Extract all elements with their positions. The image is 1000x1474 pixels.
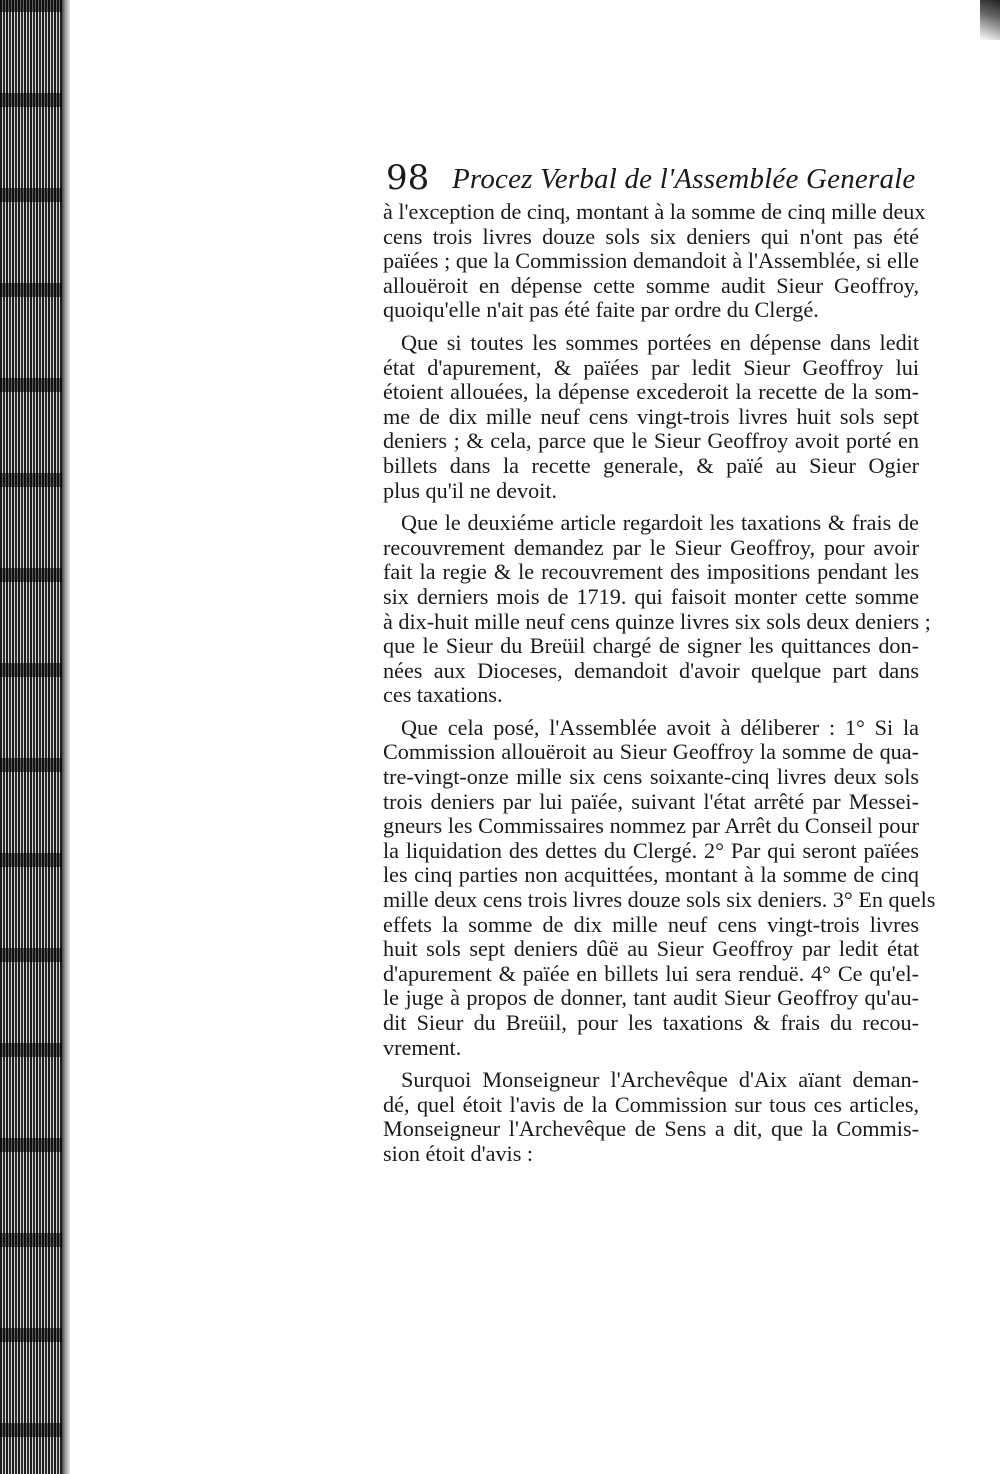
paragraph-3: [383, 510, 931, 708]
text-line: quoiqu'elle n'ait pas été faite par ordre du Clergé.: [383, 297, 819, 323]
page-number: 98: [386, 158, 430, 198]
text-line: Commission allouëroit au Sieur Geoffroy la somme de qua-: [383, 739, 919, 765]
text-line: nées aux Dioceses, demandoit d'avoir quelque part dans: [383, 657, 919, 683]
text-line: vrement.: [383, 1034, 462, 1060]
text-line: plus qu'il ne devoit.: [383, 477, 558, 503]
text-line: deniers ; & cela, parce que le Sieur Geoffroy avoit porté en: [383, 428, 919, 454]
text-line: les cinq parties non acquittées, montant à la somme de cinq: [383, 862, 919, 888]
text-line: cens trois livres douze sols six deniers qui n'ont pas été: [383, 223, 919, 249]
text-line: six derniers mois de 1719. qui faisoit monter cette somme: [383, 583, 919, 609]
text-line: ces taxations.: [383, 682, 503, 708]
text-line: état d'apurement, & païées par ledit Sieur Geoffroy lui: [383, 354, 919, 380]
text-line: sion étoit d'avis :: [383, 1140, 534, 1166]
page-header: [386, 158, 926, 202]
text-line: Surquoi Monseigneur l'Archevêque d'Aix aïant deman-: [401, 1067, 919, 1093]
text-line: dit Sieur du Breüil, pour les taxations & frais du recou-: [383, 1010, 919, 1035]
text-line: recouvrement demandez par le Sieur Geoffroy, pour avoir: [383, 534, 919, 560]
paragraph-4: [383, 714, 936, 1060]
text-line: d'apurement & païée en billets lui sera renduë. 4° Ce qu'el-: [383, 960, 919, 986]
text-line: la liquidation des dettes du Clergé. 2° Par qui seront païées: [383, 837, 919, 863]
body-text: [383, 199, 936, 1167]
text-line: tre-vingt-onze mille six cens soixante-cinq livres deux sols: [383, 764, 919, 790]
page-corner-shadow: [980, 0, 1000, 40]
paragraph-1: [383, 199, 926, 323]
text-line: païées ; que la Commission demandoit à l'Assemblée, si elle: [383, 248, 919, 274]
text-line: à l'exception de cinq, montant à la somme de cinq mille deux: [383, 199, 926, 224]
text-line: le juge à propos de donner, tant audit Sieur Geoffroy qu'au-: [383, 985, 919, 1011]
text-line: à dix-huit mille neuf cens quinze livres six sols deux deniers ;: [383, 608, 931, 634]
text-line: trois deniers par lui païée, suivant l'état arrêté par Messei-: [383, 788, 919, 814]
text-line: étoient allouées, la dépense excederoit la recette de la som-: [383, 379, 919, 405]
text-line: effets la somme de dix mille neuf cens vingt-trois livres: [383, 911, 919, 937]
binding-shadow: [0, 0, 62, 1474]
text-line: fait la regie & le recouvrement des impositions pendant les: [383, 559, 919, 585]
text-line: dé, quel étoit l'avis de la Commission sur tous ces articles,: [383, 1091, 919, 1117]
text-line: billets dans la recette generale, & païé au Sieur Ogier: [383, 452, 919, 478]
text-line: allouëroit en dépense cette somme audit Sieur Geoffroy,: [383, 272, 919, 298]
text-line: Que cela posé, l'Assemblée avoit à déliberer : 1° Si la: [401, 714, 919, 740]
text-line: Que le deuxiéme article regardoit les taxations & frais de: [401, 510, 919, 536]
page-gutter: [62, 0, 70, 1474]
text-line: me de dix mille neuf cens vingt-trois livres huit sols sept: [383, 403, 919, 429]
text-line: mille deux cens trois livres douze sols six deniers. 3° En quels: [383, 887, 936, 913]
text-line: Que si toutes les sommes portées en dépense dans ledit: [401, 329, 919, 355]
text-line: huit sols sept deniers dûë au Sieur Geoffroy par ledit état: [383, 936, 919, 962]
running-head: Procez Verbal de l'Assemblée Generale: [452, 163, 916, 195]
paragraph-5: [383, 1068, 919, 1166]
text-line: gneurs les Commissaires nommez par Arrêt du Conseil pour: [383, 813, 919, 839]
text-line: que le Sieur du Breüil chargé de signer les quittances don-: [383, 633, 919, 659]
paragraph-2: [383, 331, 919, 503]
text-line: Monseigneur l'Archevêque de Sens a dit, que la Commis-: [383, 1116, 919, 1142]
